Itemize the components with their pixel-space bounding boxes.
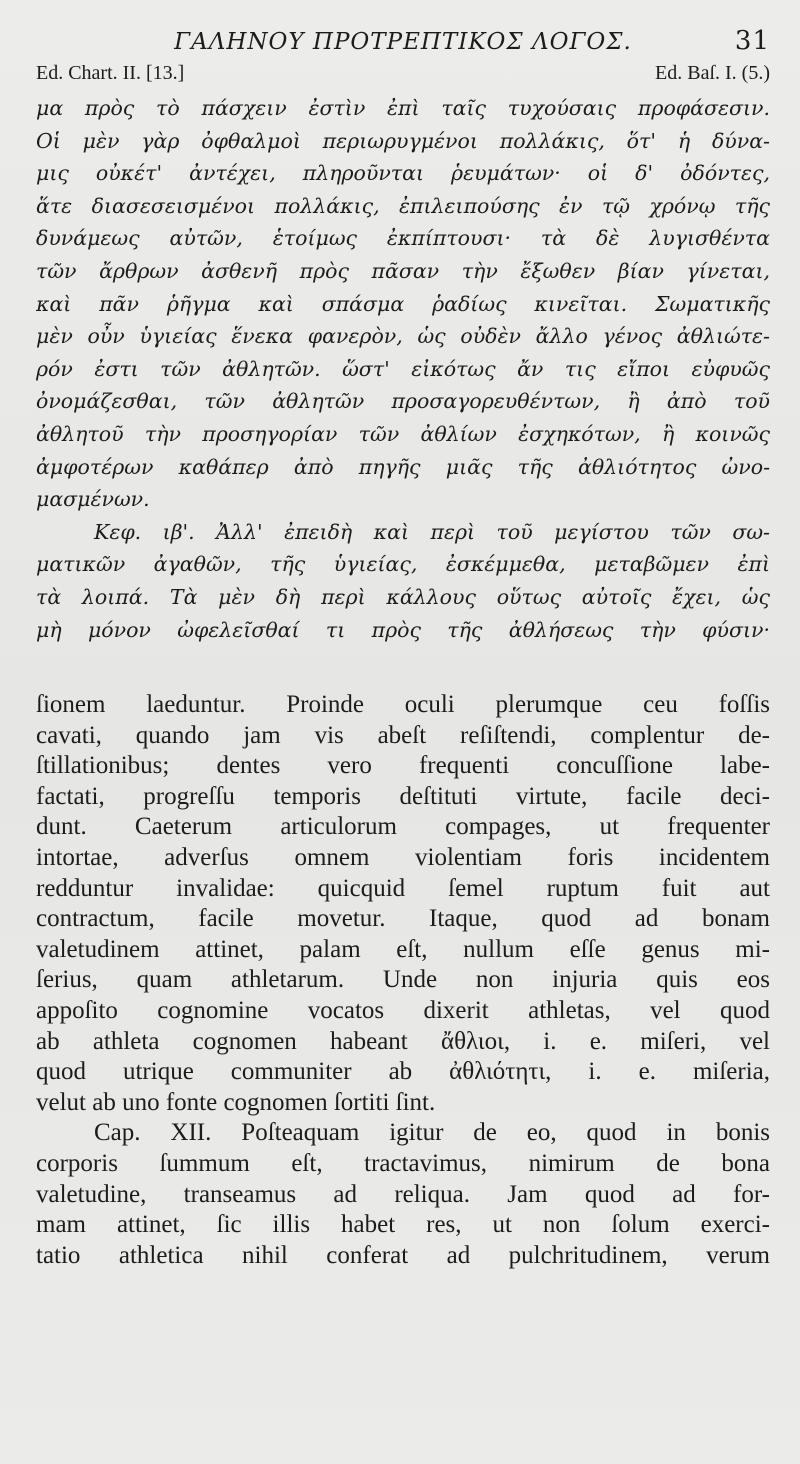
latin-line: ſerius, quam athletarum. Unde non injuria quis eos [36,966,770,994]
latin-line: contractum, facile movetur. Itaque, quod ad bonam [36,905,770,933]
greek-line: μασμένων. [36,487,150,512]
running-head [36,26,770,62]
latin-chapter-heading-line: Cap. XII. Poſteaquam igitur de eo, quod in bonis [94,1119,770,1147]
greek-line: Οἱ μὲν γὰρ ὀφθαλμοὶ περιωρυγμένοι πολλάκις, ὅτ' ἡ δύνα- [36,128,770,153]
greek-line: ἅτε διασεσεισμένοι πολλάκις, ἐπιλειπούσης ἐν τῷ χρόνῳ τῆς [36,193,770,218]
greek-line: ὀνομάζεσθαι, τῶν ἀθλητῶν προσαγορευθέντων, ἢ ἀπὸ τοῦ [36,389,770,414]
greek-chapter-heading-line: Κεφ. ιβ'. Ἀλλ' ἐπειδὴ καὶ περὶ τοῦ μεγίστου τῶν σω- [94,519,770,544]
latin-line: ſionem laeduntur. Proinde oculi plerumque ceu foſſis [36,691,770,719]
latin-line: corporis ſummum eſt, tractavimus, nimirum de bona [36,1150,770,1177]
greek-line: ἀμφοτέρων καθάπερ ἀπὸ πηγῆς μιᾶς τῆς ἀθλιότητος ὠνο- [36,454,770,479]
latin-line: appoſito cognomine vocatos dixerit athletas, vel quod [36,997,770,1025]
latin-line: ab athleta cognomen habeant ἄθλιοι, i. e. miſeri, vel [36,1027,770,1055]
latin-line: tatio athletica nihil conferat ad pulchritudinem, verum [36,1241,770,1269]
edition-left: Ed. Chart. II. [13.] [36,62,185,84]
latin-line: intortae, adverſus omnem violentiam foris incidentem [36,844,770,872]
latin-line: velut ab uno fonte cognomen ſortiti ſint. [36,1088,436,1116]
greek-line: μὲν οὖν ὑγιείας ἕνεκα φανερὸν, ὡς οὐδὲν ἄλλο γένος ἀθλιώτε- [36,324,770,349]
greek-line: δυνάμεως αὐτῶν, ἑτοίμως ἐκπίπτουσι· τὰ δὲ λυγισθέντα [36,226,770,251]
latin-text-block [36,690,770,1271]
latin-line: ſtillationibus; dentes vero frequenti concuſſione labe- [36,752,770,780]
greek-line: καὶ πᾶν ῥῆγμα καὶ σπάσμα ῥαδίως κινεῖται. Σωματικῆς [36,291,770,316]
edition-references [36,62,770,92]
greek-line: μις οὐκέτ' ἀντέχει, πληροῦνται ῥευμάτων· οἱ δ' ὀδόντες, [36,161,770,186]
greek-line: μα πρὸς τὸ πάσχειν ἐστὶν ἐπὶ ταῖς τυχούσαις προφάσεσιν. [36,96,770,120]
latin-line: redduntur invalidae: quicquid ſemel ruptum fuit aut [36,874,770,902]
greek-line: μὴ μόνον ὠφελεῖσθαί τι πρὸς τῆς ἀθλήσεως τὴν φύσιν· [36,617,770,642]
latin-line: quod utrique communiter ab ἀθλιότητι, i. e. miſeria, [36,1058,770,1086]
page-number: 31 [734,26,770,56]
latin-line: valetudine, transeamus ad reliqua. Jam quod ad for- [36,1180,770,1208]
latin-line: valetudinem attinet, palam eſt, nullum eſſe genus mi- [36,935,770,963]
edition-right: Ed. Baſ. I. (5.) [655,62,770,84]
latin-line: dunt. Caeterum articulorum compages, ut frequenter [36,813,770,841]
latin-line: factati, progreſſu temporis deſtituti virtute, facile deci- [36,782,770,810]
latin-line: cavati, quando jam vis abeſt reſiſtendi, complentur de- [36,721,770,749]
greek-line: τῶν ἄρθρων ἀσθενῆ πρὸς πᾶσαν τὴν ἔξωθεν βίαν γίνεται, [36,258,770,283]
greek-line: τὰ λοιπά. Τὰ μὲν δὴ περὶ κάλλους οὕτως αὐτοῖς ἔχει, ὡς [36,584,770,609]
running-title: ΓΑΛΗΝΟΥ ΠΡΟΤΡΕΠΤΙΚΟΣ ΛΟΓΟΣ. [174,29,632,55]
greek-text-block [36,92,770,646]
greek-line: ρόν ἐστι τῶν ἀθλητῶν. ὥστ' εἰκότως ἄν τις εἴποι εὐφυῶς [36,356,770,381]
greek-line: ἀθλητοῦ τὴν προσηγορίαν τῶν ἀθλίων ἐσχηκότων, ἢ κοινῶς [36,421,770,446]
greek-line: ματικῶν ἀγαθῶν, τῆς ὑγιείας, ἐσκέμμεθα, μεταβῶμεν ἐπὶ [36,552,770,577]
latin-line: mam attinet, ſic illis habet res, ut non ſolum exerci- [36,1211,770,1239]
